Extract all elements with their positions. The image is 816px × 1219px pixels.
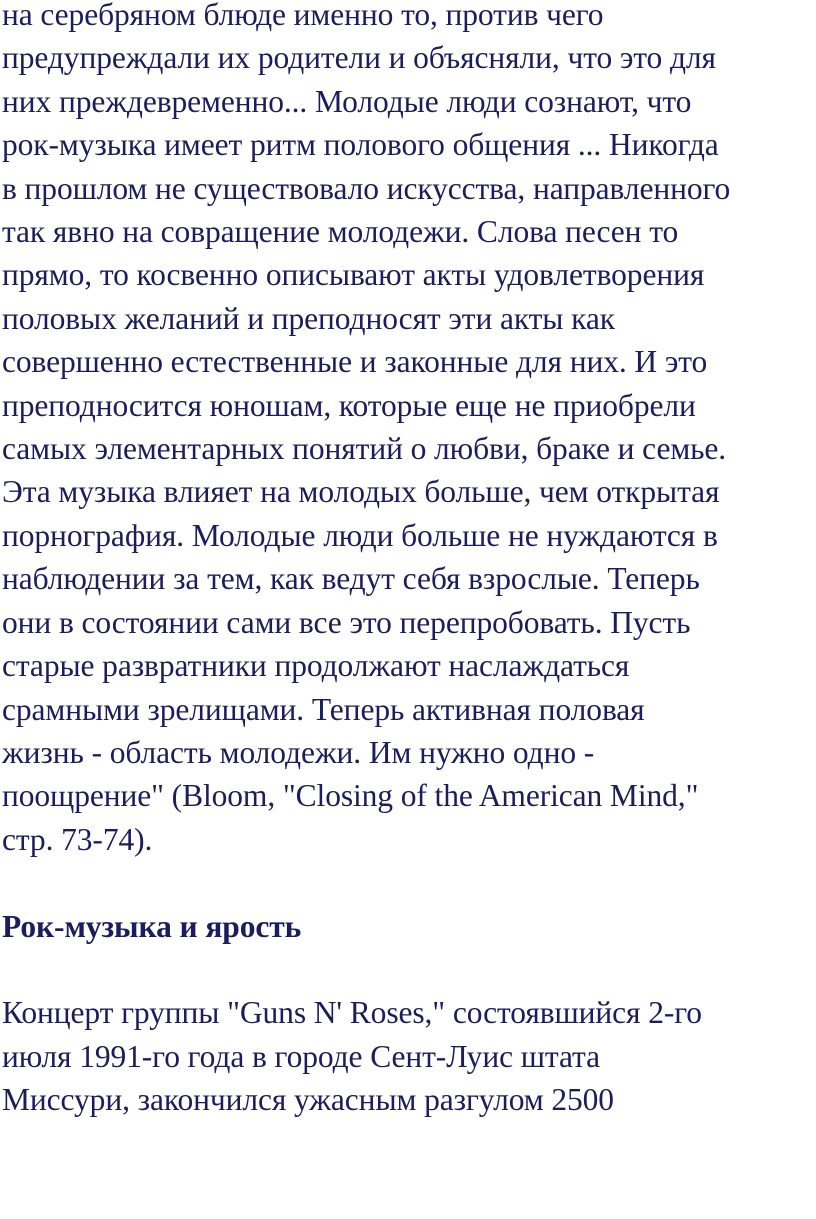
text-line: июля 1991-го года в городе Сент-Луис штата [2, 1038, 600, 1074]
text-line: самых элементарных понятий о любви, браке и семье. [2, 431, 727, 467]
text-line: поощрение" (Bloom, "Closing of the American Mind," [2, 778, 699, 814]
body-paragraph [2, 991, 814, 1121]
paragraph-spacer [2, 861, 814, 904]
text-line: жизнь - область молодежи. Им нужно одно - [2, 734, 595, 770]
text-line: половых желаний и преподносят эти акты как [2, 300, 615, 336]
text-line: старые развратники продолжают наслаждаться [2, 648, 630, 684]
text-line: стр. 73-74). [2, 821, 153, 857]
quote-paragraph [2, 0, 814, 861]
text-line: Концерт группы "Guns N' Roses," состоявшийся 2-го [2, 995, 702, 1031]
text-line: предупреждали их родители и объясняли, что это для [2, 40, 716, 76]
text-line: так явно на совращение молодежи. Слова песен то [2, 214, 679, 250]
text-line: Эта музыка влияет на молодых больше, чем открытая [2, 474, 720, 510]
text-line: на серебряном блюде именно то, против чего [2, 0, 604, 32]
paragraph-spacer [2, 948, 814, 991]
text-line: преподносится юношам, которые еще не приобрели [2, 387, 696, 423]
text-line: совершенно естественные и законные для них. И это [2, 344, 708, 380]
text-line: в прошлом не существовало искусства, направленного [2, 170, 731, 206]
text-line: срамными зрелищами. Теперь активная половая [2, 691, 645, 727]
text-line: прямо, то косвенно описывают акты удовлетворения [2, 257, 705, 293]
text-line: них преждевременно... Молодые люди сознают, что [2, 83, 692, 119]
text-line: порнография. Молодые люди больше не нуждаются в [2, 517, 718, 553]
document-page [2, 0, 814, 1122]
text-line: они в состоянии сами все это перепробовать. Пусть [2, 604, 691, 640]
section-heading: Рок-музыка и ярость [2, 908, 302, 944]
text-line: наблюдении за тем, как ведут себя взрослые. Теперь [2, 561, 700, 597]
text-line: рок-музыка имеет ритм полового общения ... Никогда [2, 127, 719, 163]
text-line: Миссури, закончился ужасным разгулом 2500 [2, 1082, 614, 1118]
